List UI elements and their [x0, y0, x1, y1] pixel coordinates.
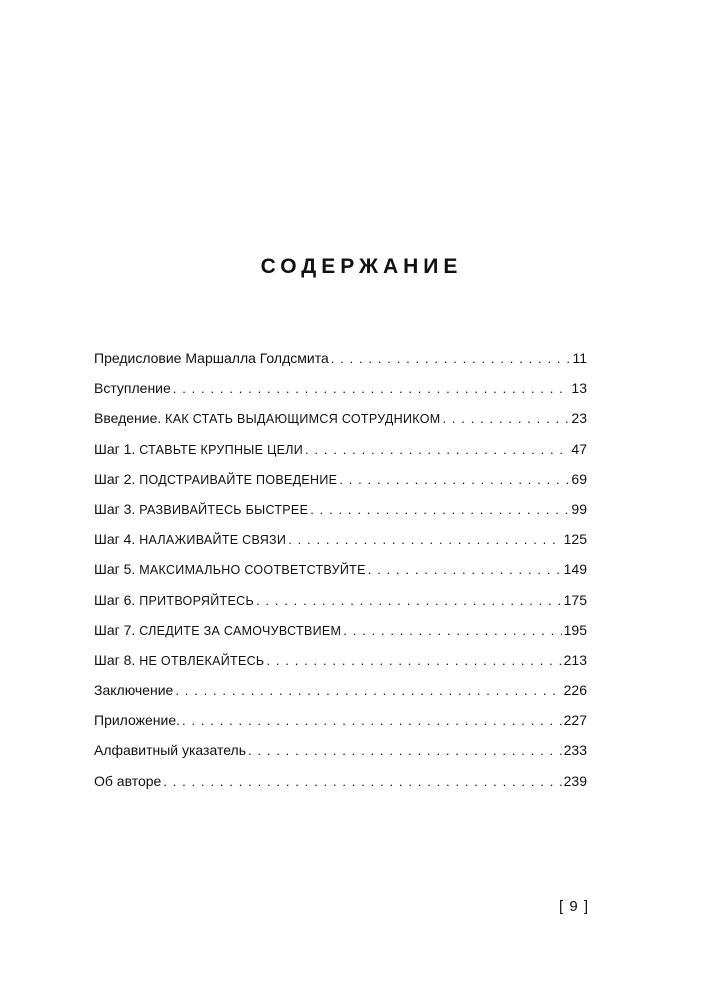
dot-leader — [266, 646, 561, 676]
toc-entry-title — [94, 766, 161, 797]
toc-entry-title — [94, 343, 329, 374]
toc-entry-label: Шаг 8. — [94, 651, 140, 668]
toc-entry-label: Введение. — [94, 410, 166, 427]
toc-entry-title — [94, 434, 303, 465]
toc-entry[interactable] — [94, 494, 587, 524]
toc-entry[interactable] — [94, 343, 587, 373]
dot-leader — [310, 495, 569, 525]
toc-entry-title — [94, 585, 254, 616]
toc-page-number: 226 — [563, 682, 587, 699]
toc-entry[interactable] — [94, 615, 587, 645]
toc-entry-title — [94, 524, 286, 555]
toc-entry-caps: КАК СТАТЬ ВЫДАЮЩИМСЯ СОТРУДНИКОМ — [165, 412, 441, 427]
toc-page-number: 13 — [571, 380, 587, 397]
toc-page-number: 213 — [563, 651, 587, 668]
toc-entry-title — [94, 373, 171, 404]
toc-entry-label: Приложение. — [94, 712, 181, 729]
toc-entry-title — [94, 403, 440, 434]
toc-entry[interactable] — [94, 403, 587, 433]
toc-entry-label: Шаг 6. — [94, 591, 140, 608]
toc-page-number: 125 — [563, 531, 587, 548]
toc-entry-label: Алфавитный указатель — [94, 742, 246, 759]
dot-leader — [256, 586, 562, 616]
toc-entry[interactable] — [94, 585, 587, 615]
toc-entry-title — [94, 464, 337, 495]
toc-entry-title — [94, 554, 366, 585]
dot-leader — [339, 465, 569, 495]
toc-page-number: 175 — [563, 591, 587, 608]
toc-entry[interactable] — [94, 464, 587, 494]
dot-leader — [368, 555, 562, 585]
toc-entry-caps: ПРИТВОРЯЙТЕСЬ — [139, 593, 254, 608]
toc-entry-caps: СЛЕДИТЕ ЗА САМОЧУВСТВИЕМ — [139, 623, 342, 638]
toc-page-number: 47 — [571, 440, 587, 457]
toc-page-number: 23 — [571, 410, 587, 427]
dot-leader — [331, 344, 571, 374]
toc-entry-label: Шаг 4. — [94, 531, 140, 548]
toc-page-number: 195 — [563, 621, 587, 638]
dot-leader — [248, 736, 562, 766]
toc-page-number: 233 — [563, 742, 587, 759]
toc-entry-label: Об авторе — [94, 772, 162, 789]
toc-entry-label: Шаг 1. — [94, 440, 140, 457]
toc-entry[interactable] — [94, 554, 587, 584]
page-number: [ 9 ] — [558, 898, 589, 915]
toc-entry-title — [94, 675, 173, 706]
toc-entry[interactable] — [94, 373, 587, 403]
toc-entry-label: Шаг 2. — [94, 470, 140, 487]
toc-page-number: 227 — [563, 712, 587, 729]
dot-leader — [163, 767, 561, 797]
toc-entry-title — [94, 494, 308, 525]
toc-entry-title — [94, 615, 341, 646]
toc-entry-label: Шаг 7. — [94, 621, 140, 638]
toc-entry-label: Заключение — [94, 682, 174, 699]
dot-leader — [175, 676, 561, 706]
toc-entry-label: Шаг 5. — [94, 561, 140, 578]
toc-entry-label: Шаг 3. — [94, 500, 140, 517]
toc-entry-label: Вступление — [94, 380, 171, 397]
dot-leader — [343, 616, 561, 646]
toc-entry-caps: СТАВЬТЕ КРУПНЫЕ ЦЕЛИ — [139, 442, 304, 457]
toc-page-number: 11 — [572, 350, 587, 366]
toc-entry-caps: НАЛАЖИВАЙТЕ СВЯЗИ — [139, 533, 287, 548]
toc-entry[interactable] — [94, 524, 587, 554]
toc-entry-caps: НЕ ОТВЛЕКАЙТЕСЬ — [139, 653, 265, 668]
toc-entry-label: Предисловие Маршалла Голдсмита — [94, 350, 329, 366]
toc-entry-title — [94, 645, 264, 676]
toc-page-number: 239 — [563, 772, 587, 789]
toc-page-number: 69 — [571, 470, 587, 487]
toc-page-number: 99 — [571, 500, 587, 517]
toc-entry[interactable] — [94, 675, 587, 705]
toc-entry[interactable] — [94, 645, 587, 675]
toc-entry[interactable] — [94, 735, 587, 765]
table-of-contents — [94, 343, 587, 796]
toc-page-number: 149 — [563, 561, 587, 578]
toc-entry[interactable] — [94, 766, 587, 796]
toc-entry-caps: ПОДСТРАИВАЙТЕ ПОВЕДЕНИЕ — [139, 472, 338, 487]
toc-entry-caps: МАКСИМАЛЬНО СООТВЕТСТВУЙТЕ — [139, 563, 366, 578]
toc-entry[interactable] — [94, 434, 587, 464]
toc-entry-title — [94, 705, 180, 736]
dot-leader — [182, 706, 562, 736]
toc-entry-title — [94, 735, 246, 766]
dot-leader — [442, 404, 569, 434]
dot-leader — [305, 435, 569, 465]
dot-leader — [288, 525, 561, 555]
dot-leader — [173, 374, 570, 404]
toc-entry-caps: РАЗВИВАЙТЕСЬ БЫСТРЕЕ — [139, 502, 309, 517]
page-title: СОДЕРЖАНИЕ — [260, 255, 463, 278]
toc-entry[interactable] — [94, 705, 587, 735]
